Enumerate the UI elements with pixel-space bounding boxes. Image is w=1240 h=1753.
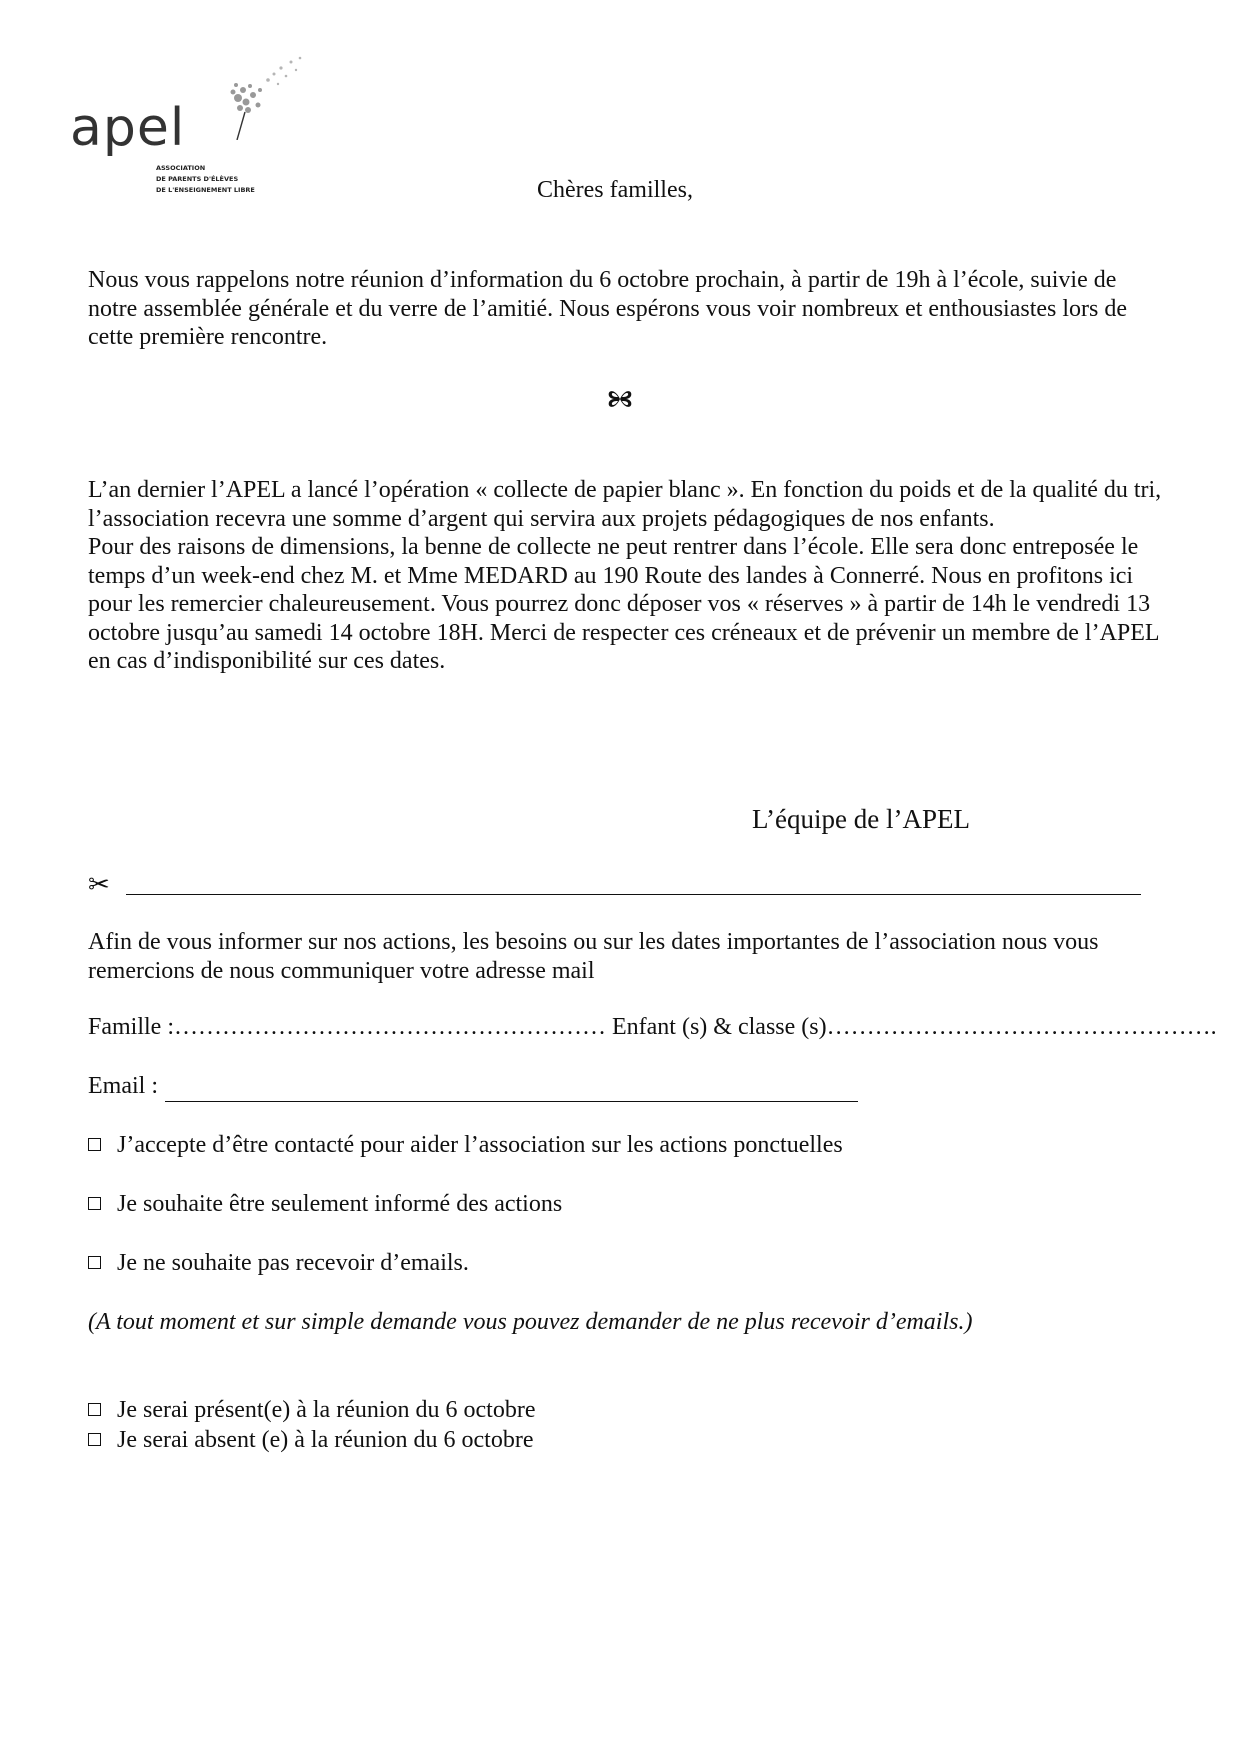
famille-field[interactable]: Famille :……………………………………………… — [88, 1014, 606, 1040]
email-field-line[interactable] — [165, 1101, 858, 1102]
option-label: Je ne souhaite pas recevoir d’emails. — [117, 1250, 469, 1276]
privacy-note: (A tout moment et sur simple demande vous pouvez demander de ne plus recevoir d’emails.) — [88, 1309, 973, 1335]
cut-line-row — [88, 872, 1148, 902]
scissors-icon: ✂ — [88, 870, 110, 900]
option-label: J’accepte d’être contacté pour aider l’association sur les actions ponctuelles — [117, 1132, 843, 1158]
option-no-emails[interactable] — [88, 1250, 469, 1277]
logo-wordmark: apel — [70, 98, 186, 158]
enfant-classe-field[interactable]: Enfant (s) & classe (s)…………………………………………. — [606, 1014, 1217, 1040]
apel-logo — [68, 50, 268, 200]
option-help-actions[interactable] — [88, 1132, 843, 1159]
logo-subtitle: ASSOCIATION DE PARENTS D'ÉLÈVES DE L'ENSEIGNEMENT LIBRE — [156, 164, 255, 194]
cut-line — [126, 894, 1141, 895]
email-row — [88, 1073, 158, 1100]
signature: L’équipe de l’APEL — [752, 804, 970, 834]
checkbox[interactable] — [88, 1138, 101, 1151]
attendance-label: Je serai présent(e) à la réunion du 6 octobre — [117, 1397, 536, 1423]
paper-collection-line2: Pour des raisons de dimensions, la benne de collecte ne peut rentrer dans l’école. Elle sera donc entreposée le temps d’un week-end chez M. et Mme MEDARD au 190 Route des landes à Connerré. Nous en profitons ici pour les remercier chaleureusement. Vous pourrez donc déposer vos « réserves » à partir de 14h le vendredi 13 octobre jusqu’au samedi 14 octobre 18H. Merci de respecter ces créneaux et de prévenir un membre de l’APEL en cas d’indisponibilité sur ces dates. — [88, 534, 1159, 674]
checkbox[interactable] — [88, 1197, 101, 1210]
paper-collection-paragraph — [88, 476, 1168, 676]
option-label: Je souhaite être seulement informé des actions — [117, 1191, 563, 1217]
checkbox[interactable] — [88, 1403, 101, 1416]
fleuron-icon — [605, 384, 635, 414]
email-label: Email : — [88, 1073, 158, 1099]
checkbox[interactable] — [88, 1256, 101, 1269]
attendance-present[interactable] — [88, 1397, 536, 1424]
greeting: Chères familles, — [537, 177, 693, 203]
meeting-reminder-paragraph: Nous vous rappelons notre réunion d’information du 6 octobre prochain, à partir de 19h à l’école, suivie de notre assemblée générale et du verre de l’amitié. Nous espérons vous voir nombreux et enthousiastes lors de cette première rencontre. — [88, 267, 1128, 350]
checkbox[interactable] — [88, 1433, 101, 1446]
option-informed-only[interactable] — [88, 1191, 562, 1218]
family-child-row — [88, 1014, 1217, 1041]
form-intro: Afin de vous informer sur nos actions, les besoins ou sur les dates importantes de l’association nous vous remercions de nous communiquer votre adresse mail — [88, 929, 1099, 984]
paper-collection-line1: L’an dernier l’APEL a lancé l’opération « collecte de papier blanc ». En fonction du poids et de la qualité du tri, l’association recevra une somme d’argent qui servira aux projets pédagogiques de nos enfants. — [88, 477, 1162, 532]
attendance-absent[interactable] — [88, 1427, 534, 1454]
attendance-label: Je serai absent (e) à la réunion du 6 octobre — [117, 1427, 534, 1453]
